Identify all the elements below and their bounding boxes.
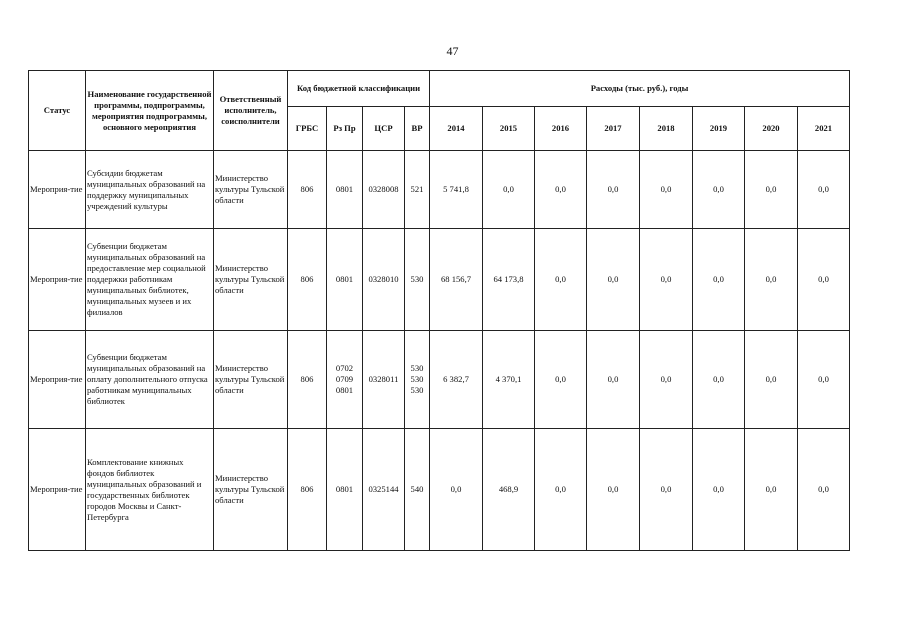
row-value-2018: 0,0 xyxy=(640,229,693,331)
header-vr: ВР xyxy=(405,107,430,151)
row-vr: 521 xyxy=(405,151,430,229)
header-year-2019: 2019 xyxy=(693,107,745,151)
row-value-2016: 0,0 xyxy=(535,229,587,331)
row-value-2018: 0,0 xyxy=(640,429,693,551)
row-csr: 0325144 xyxy=(363,429,405,551)
header-year-2016: 2016 xyxy=(535,107,587,151)
header-year-2015: 2015 xyxy=(483,107,535,151)
row-value-2016: 0,0 xyxy=(535,151,587,229)
row-value-2020: 0,0 xyxy=(745,229,798,331)
row-status: Мероприя-тие xyxy=(29,429,86,551)
row-value-2017: 0,0 xyxy=(587,151,640,229)
budget-table xyxy=(28,70,850,551)
row-grbs: 806 xyxy=(288,229,327,331)
header-year-2020: 2020 xyxy=(745,107,798,151)
header-executor: Ответственный исполнитель, соисполнители xyxy=(214,71,288,151)
row-value-2014: 6 382,7 xyxy=(430,331,483,429)
row-value-2019: 0,0 xyxy=(693,229,745,331)
table-row xyxy=(29,429,850,551)
row-vr: 540 xyxy=(405,429,430,551)
row-vr: 530 530 530 xyxy=(405,331,430,429)
row-value-2020: 0,0 xyxy=(745,429,798,551)
row-csr: 0328008 xyxy=(363,151,405,229)
row-name: Субвенции бюджетам муниципальных образований на оплату дополнительного отпуска работникам муниципальных библиотек xyxy=(86,331,214,429)
row-executor: Министерство культуры Тульской области xyxy=(214,151,288,229)
row-grbs: 806 xyxy=(288,429,327,551)
header-status: Статус xyxy=(29,71,86,151)
row-value-2020: 0,0 xyxy=(745,331,798,429)
row-grbs: 806 xyxy=(288,151,327,229)
header-year-2018: 2018 xyxy=(640,107,693,151)
header-rzpr: Рз Пр xyxy=(327,107,363,151)
row-value-2015: 468,9 xyxy=(483,429,535,551)
row-status: Мероприя-тие xyxy=(29,229,86,331)
header-expenses: Расходы (тыс. руб.), годы xyxy=(430,71,850,107)
header-csr: ЦСР xyxy=(363,107,405,151)
row-value-2021: 0,0 xyxy=(798,151,850,229)
row-value-2017: 0,0 xyxy=(587,331,640,429)
row-status: Мероприя-тие xyxy=(29,151,86,229)
row-name: Комплектование книжных фондов библиотек муниципальных образований и государственных библиотек городов Москвы и Санкт-Петербурга xyxy=(86,429,214,551)
row-name: Субвенции бюджетам муниципальных образований на предоставление мер социальной поддержки работникам муниципальных библиотек, муниципальных музеев и их филиалов xyxy=(86,229,214,331)
row-value-2020: 0,0 xyxy=(745,151,798,229)
row-rzpr: 0702 0709 0801 xyxy=(327,331,363,429)
row-rzpr: 0801 xyxy=(327,229,363,331)
row-rzpr: 0801 xyxy=(327,151,363,229)
row-value-2018: 0,0 xyxy=(640,151,693,229)
row-name: Субсидии бюджетам муниципальных образований на поддержку муниципальных учреждений культуры xyxy=(86,151,214,229)
row-value-2014: 0,0 xyxy=(430,429,483,551)
page-number: 47 xyxy=(446,44,459,58)
header-year-2021: 2021 xyxy=(798,107,850,151)
row-value-2016: 0,0 xyxy=(535,331,587,429)
row-vr: 530 xyxy=(405,229,430,331)
row-executor: Министерство культуры Тульской области xyxy=(214,331,288,429)
header-budget-code: Код бюджетной классификации xyxy=(288,71,430,107)
row-executor: Министерство культуры Тульской области xyxy=(214,429,288,551)
row-value-2018: 0,0 xyxy=(640,331,693,429)
row-value-2017: 0,0 xyxy=(587,229,640,331)
row-value-2015: 0,0 xyxy=(483,151,535,229)
row-executor: Министерство культуры Тульской области xyxy=(214,229,288,331)
row-value-2017: 0,0 xyxy=(587,429,640,551)
table-row xyxy=(29,151,850,229)
table-row xyxy=(29,229,850,331)
row-rzpr: 0801 xyxy=(327,429,363,551)
row-value-2021: 0,0 xyxy=(798,331,850,429)
row-value-2019: 0,0 xyxy=(693,429,745,551)
row-status: Мероприя-тие xyxy=(29,331,86,429)
row-value-2015: 64 173,8 xyxy=(483,229,535,331)
row-csr: 0328010 xyxy=(363,229,405,331)
table-row xyxy=(29,331,850,429)
row-csr: 0328011 xyxy=(363,331,405,429)
row-value-2019: 0,0 xyxy=(693,331,745,429)
row-value-2014: 68 156,7 xyxy=(430,229,483,331)
header-name: Наименование государственной программы, подпрограммы, мероприятия подпрограммы, основного мероприятия xyxy=(86,71,214,151)
row-value-2015: 4 370,1 xyxy=(483,331,535,429)
row-grbs: 806 xyxy=(288,331,327,429)
row-value-2016: 0,0 xyxy=(535,429,587,551)
header-year-2014: 2014 xyxy=(430,107,483,151)
row-value-2021: 0,0 xyxy=(798,229,850,331)
row-value-2021: 0,0 xyxy=(798,429,850,551)
row-value-2019: 0,0 xyxy=(693,151,745,229)
row-value-2014: 5 741,8 xyxy=(430,151,483,229)
header-year-2017: 2017 xyxy=(587,107,640,151)
header-grbs: ГРБС xyxy=(288,107,327,151)
